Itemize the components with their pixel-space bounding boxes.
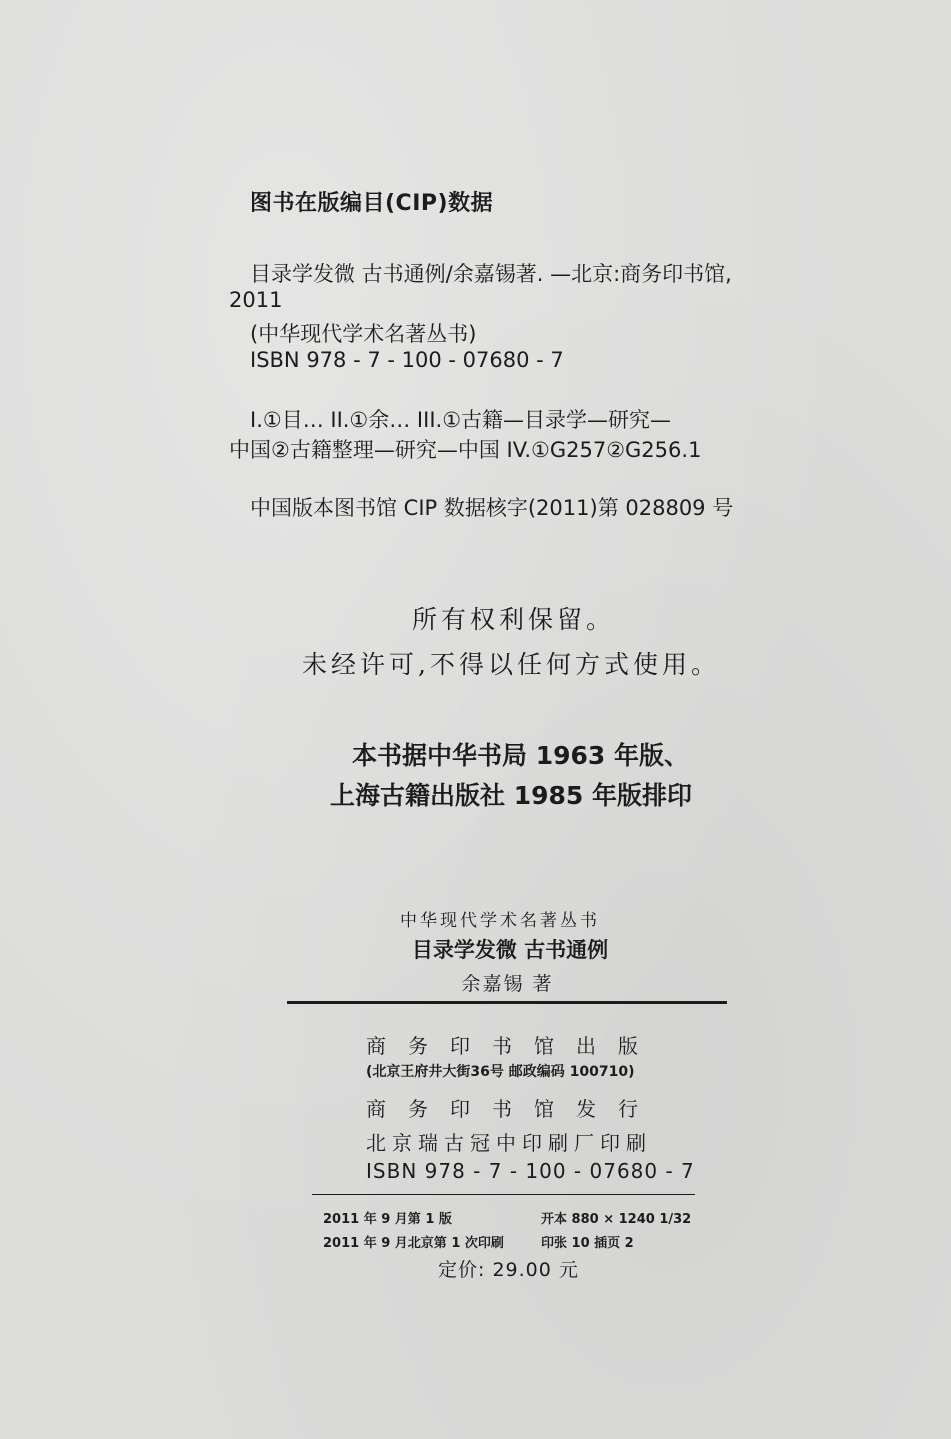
cip-record-number: 中国版本图书馆 CIP 数据核字(2011)第 028809 号 (250, 496, 734, 520)
colophon-series: 中华现代学术名著丛书 (400, 911, 600, 931)
colophon-format: 开本 880 × 1240 1/32 (541, 1212, 692, 1227)
cip-isbn-line: ISBN 978 - 7 - 100 - 07680 - 7 (250, 348, 564, 372)
colophon-edition: 2011 年 9 月第 1 版 (323, 1212, 452, 1227)
colophon-price: 定价: 29.00 元 (438, 1259, 579, 1281)
colophon-publisher: 商务印书馆出版 (366, 1034, 660, 1058)
rights-notice: 未经许可,不得以任何方式使用。 (302, 650, 720, 679)
cip-year-line: 2011 (229, 288, 283, 312)
colophon-address: (北京王府井大街36号 邮政编码 100710) (366, 1064, 635, 1080)
colophon-isbn: ISBN 978 - 7 - 100 - 07680 - 7 (366, 1159, 695, 1183)
edition-note-line-1: 本书据中华书局 1963 年版、 (352, 741, 689, 770)
colophon-divider-thin (312, 1194, 695, 1195)
colophon-distributor: 商务印书馆发行 (366, 1097, 660, 1121)
cip-title-line: 目录学发微 古书通例/余嘉锡著. —北京:商务印书馆, (250, 262, 732, 286)
rights-reserved: 所有权利保留。 (412, 605, 616, 634)
cip-heading: 图书在版编目(CIP)数据 (250, 191, 494, 216)
cip-subject-line-1: I.①目… II.①余… III.①古籍—目录学—研究— (250, 408, 672, 432)
colophon-title: 目录学发微 古书通例 (411, 938, 609, 962)
cip-series-line: (中华现代学术名著丛书) (250, 322, 477, 346)
colophon-printer: 北京瑞古冠中印刷厂印刷 (366, 1131, 652, 1155)
colophon-printing: 2011 年 9 月北京第 1 次印刷 (323, 1236, 504, 1251)
colophon-divider-thick (287, 1001, 727, 1004)
edition-note-line-2: 上海古籍出版社 1985 年版排印 (330, 781, 692, 810)
colophon-sheets: 印张 10 插页 2 (541, 1236, 634, 1251)
cip-subject-line-2: 中国②古籍整理—研究—中国 IV.①G257②G256.1 (229, 438, 702, 462)
colophon-author: 余嘉锡 著 (461, 973, 554, 995)
